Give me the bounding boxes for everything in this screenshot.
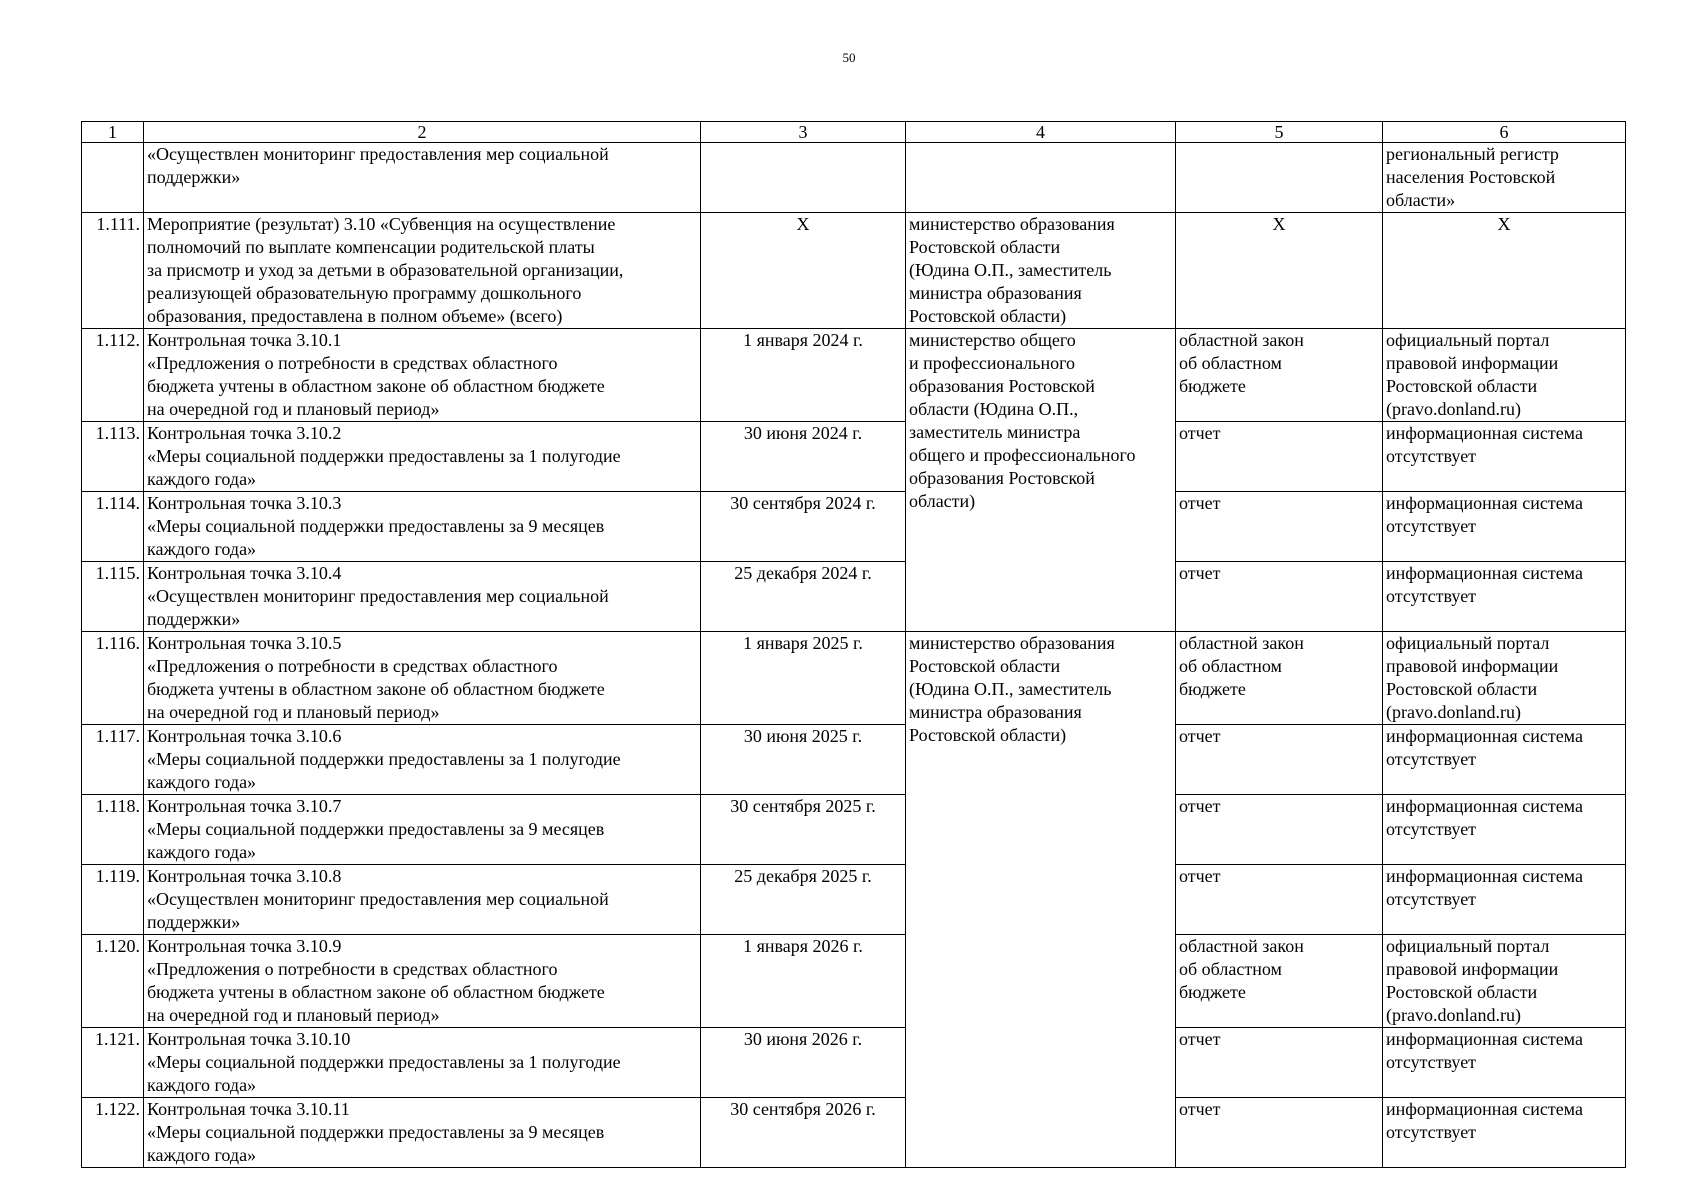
row-number-cell: 1.122. — [82, 1098, 144, 1168]
activities-table — [81, 121, 1626, 1168]
cell-line: каждого года» — [147, 1075, 257, 1095]
cell-line: Контрольная точка 3.10.10 — [147, 1029, 351, 1049]
cell-line: полномочий по выплате компенсации родительской платы — [147, 237, 595, 257]
row-source-cell — [1383, 1028, 1626, 1098]
cell-line: Контрольная точка 3.10.8 — [147, 866, 342, 886]
cell-line: Контрольная точка 3.10.6 — [147, 726, 342, 746]
cell-line: каждого года» — [147, 1145, 257, 1165]
row-number-cell: 1.113. — [82, 422, 144, 492]
cell-line: (pravo.donland.ru) — [1386, 399, 1521, 419]
cell-line: «Меры социальной поддержки предоставлены за 9 месяцев — [147, 819, 605, 839]
table-row — [82, 935, 1626, 1028]
cell-line: заместитель министра — [909, 422, 1081, 442]
cell-line: областной закон — [1179, 936, 1304, 956]
table-header-row — [82, 122, 1626, 143]
cell-line: «Осуществлен мониторинг предоставления мер социальной — [147, 586, 609, 606]
cell-line: поддержки» — [147, 609, 241, 629]
row-date-cell: 30 июня 2025 г. — [701, 725, 906, 795]
cell-line: правовой информации — [1386, 959, 1559, 979]
cell-line: официальный портал — [1386, 330, 1550, 350]
column-header: 1 — [82, 122, 144, 143]
column-header: 5 — [1176, 122, 1383, 143]
cell-line: (pravo.donland.ru) — [1386, 702, 1521, 722]
table-row — [82, 632, 1626, 725]
cell-line: региональный регистр — [1386, 144, 1559, 164]
cell-line: отсутствует — [1386, 889, 1477, 909]
table-row — [82, 865, 1626, 935]
cell-line: правовой информации — [1386, 353, 1559, 373]
cell-line: бюджета учтены в областном законе об областном бюджете — [147, 982, 605, 1002]
cell-line: области» — [1386, 190, 1456, 210]
cell-line: Контрольная точка 3.10.9 — [147, 936, 342, 956]
row-date-cell: 1 января 2024 г. — [701, 329, 906, 422]
responsible-group-cell — [906, 632, 1176, 1168]
cell-line: информационная система — [1386, 1029, 1583, 1049]
row-name-cell — [144, 1028, 701, 1098]
row-source-cell — [1383, 562, 1626, 632]
cell-line: отчет — [1179, 1099, 1221, 1119]
row-source-cell — [1383, 1098, 1626, 1168]
cell-line: области) — [909, 491, 976, 511]
cell-line: отчет — [1179, 1029, 1221, 1049]
cell-line: об областном — [1179, 656, 1282, 676]
cell-line: области (Юдина О.П., — [909, 399, 1079, 419]
row-document-cell — [1176, 562, 1383, 632]
cell-line: и профессионального — [909, 353, 1076, 373]
row-number-cell: 1.114. — [82, 492, 144, 562]
row-source-cell — [1383, 865, 1626, 935]
table-row — [82, 795, 1626, 865]
cell-line: Контрольная точка 3.10.11 — [147, 1099, 350, 1119]
row-date-cell: 25 декабря 2025 г. — [701, 865, 906, 935]
cell-line: бюджете — [1179, 982, 1246, 1002]
cell-line: «Меры социальной поддержки предоставлены за 9 месяцев — [147, 516, 605, 536]
cell-line: «Осуществлен мониторинг предоставления мер социальной — [147, 889, 609, 909]
row-name-cell — [144, 795, 701, 865]
cell-line: поддержки» — [147, 167, 241, 187]
cell-line: отсутствует — [1386, 446, 1477, 466]
table-row — [82, 1028, 1626, 1098]
cell-line: на очередной год и плановый период» — [147, 702, 440, 722]
cell-line: отсутствует — [1386, 819, 1477, 839]
cell-line: информационная система — [1386, 423, 1583, 443]
cell-line: бюджете — [1179, 679, 1246, 699]
row-source-cell — [1383, 329, 1626, 422]
row-number-cell: 1.119. — [82, 865, 144, 935]
table-row — [82, 422, 1626, 492]
cell-line: каждого года» — [147, 842, 257, 862]
responsible-group-cell — [906, 329, 1176, 632]
cell-line: Контрольная точка 3.10.1 — [147, 330, 342, 350]
table-row — [82, 1098, 1626, 1168]
cell-line: информационная система — [1386, 493, 1583, 513]
cell-line: Контрольная точка 3.10.4 — [147, 563, 342, 583]
cell-line: «Меры социальной поддержки предоставлены за 1 полугодие — [147, 1052, 621, 1072]
cell-line: реализующей образовательную программу дошкольного — [147, 283, 582, 303]
column-header: 3 — [701, 122, 906, 143]
cell-line: правовой информации — [1386, 656, 1559, 676]
cell-line: на очередной год и плановый период» — [147, 1005, 440, 1025]
cell-line: каждого года» — [147, 539, 257, 559]
cell-line: отчет — [1179, 866, 1221, 886]
cell-line: министерство общего — [909, 330, 1076, 350]
row-name-cell — [144, 422, 701, 492]
row-document-cell — [1176, 1098, 1383, 1168]
row-source-cell — [1383, 935, 1626, 1028]
cell-line: «Предложения о потребности в средствах областного — [147, 353, 558, 373]
cell-line: министерство образования — [909, 633, 1115, 653]
cell-line: Ростовской области — [909, 656, 1061, 676]
cell-line: Ростовской области) — [909, 306, 1067, 326]
cell-line: областной закон — [1179, 633, 1304, 653]
cell-line: областной закон — [1179, 330, 1304, 350]
cell-line: «Меры социальной поддержки предоставлены за 1 полугодие — [147, 749, 621, 769]
row-date-cell: 1 января 2025 г. — [701, 632, 906, 725]
cell-line: Мероприятие (результат) 3.10 «Субвенция на осуществление — [147, 214, 616, 234]
column-header: 4 — [906, 122, 1176, 143]
cell-line: (pravo.donland.ru) — [1386, 1005, 1521, 1025]
cell-line: отчет — [1179, 563, 1221, 583]
row-date-cell: 30 сентября 2026 г. — [701, 1098, 906, 1168]
row-responsible-cell — [906, 213, 1176, 329]
row-document-cell — [1176, 143, 1383, 213]
row-document-cell: Х — [1176, 213, 1383, 329]
cell-line: отсутствует — [1386, 516, 1477, 536]
cell-line: Ростовской области — [1386, 982, 1538, 1002]
row-document-cell — [1176, 329, 1383, 422]
row-document-cell — [1176, 795, 1383, 865]
cell-line: отчет — [1179, 423, 1221, 443]
row-date-cell: Х — [701, 213, 906, 329]
cell-line: министра образования — [909, 283, 1082, 303]
row-document-cell — [1176, 725, 1383, 795]
row-source-cell — [1383, 795, 1626, 865]
cell-line: Ростовской области — [909, 237, 1061, 257]
cell-line: информационная система — [1386, 796, 1583, 816]
cell-line: министерство образования — [909, 214, 1115, 234]
cell-line: отсутствует — [1386, 1052, 1477, 1072]
cell-line: (Юдина О.П., заместитель — [909, 679, 1112, 699]
cell-line: каждого года» — [147, 469, 257, 489]
table-row — [82, 725, 1626, 795]
column-header: 6 — [1383, 122, 1626, 143]
table-row — [82, 329, 1626, 422]
cell-line: Контрольная точка 3.10.5 — [147, 633, 342, 653]
cell-line: каждого года» — [147, 772, 257, 792]
row-date-cell: 1 января 2026 г. — [701, 935, 906, 1028]
row-date-cell: 30 июня 2026 г. — [701, 1028, 906, 1098]
row-name-cell — [144, 562, 701, 632]
row-document-cell — [1176, 865, 1383, 935]
row-source-cell — [1383, 632, 1626, 725]
cell-line: «Осуществлен мониторинг предоставления мер социальной — [147, 144, 609, 164]
cell-line: отсутствует — [1386, 586, 1477, 606]
cell-line: на очередной год и плановый период» — [147, 399, 440, 419]
row-number-cell: 1.120. — [82, 935, 144, 1028]
cell-line: Ростовской области) — [909, 725, 1067, 745]
row-date-cell: 30 сентября 2024 г. — [701, 492, 906, 562]
row-name-cell — [144, 492, 701, 562]
cell-line: министра образования — [909, 702, 1082, 722]
cell-line: образования, предоставлена в полном объеме» (всего) — [147, 306, 563, 326]
row-document-cell — [1176, 632, 1383, 725]
cell-line: информационная система — [1386, 726, 1583, 746]
cell-line: отчет — [1179, 726, 1221, 746]
cell-line: информационная система — [1386, 563, 1583, 583]
cell-line: отсутствует — [1386, 749, 1477, 769]
row-document-cell — [1176, 935, 1383, 1028]
cell-line: отсутствует — [1386, 1122, 1477, 1142]
cell-line: образования Ростовской — [909, 468, 1095, 488]
row-number-cell — [82, 143, 144, 213]
row-number-cell: 1.111. — [82, 213, 144, 329]
row-source-cell — [1383, 422, 1626, 492]
cell-line: официальный портал — [1386, 936, 1550, 956]
cell-line: «Меры социальной поддержки предоставлены за 1 полугодие — [147, 446, 621, 466]
cell-line: бюджета учтены в областном законе об областном бюджете — [147, 376, 605, 396]
row-date-cell: 30 июня 2024 г. — [701, 422, 906, 492]
cell-line: «Меры социальной поддержки предоставлены за 9 месяцев — [147, 1122, 605, 1142]
table-row — [82, 143, 1626, 213]
cell-line: Контрольная точка 3.10.7 — [147, 796, 342, 816]
table-row — [82, 562, 1626, 632]
cell-line: Контрольная точка 3.10.3 — [147, 493, 342, 513]
row-number-cell: 1.118. — [82, 795, 144, 865]
cell-line: бюджете — [1179, 376, 1246, 396]
row-source-cell: Х — [1383, 213, 1626, 329]
row-source-cell — [1383, 725, 1626, 795]
cell-line: образования Ростовской — [909, 376, 1095, 396]
row-name-cell — [144, 632, 701, 725]
row-responsible-cell — [906, 143, 1176, 213]
row-name-cell — [144, 725, 701, 795]
row-name-cell — [144, 1098, 701, 1168]
column-header: 2 — [144, 122, 701, 143]
cell-line: отчет — [1179, 493, 1221, 513]
row-document-cell — [1176, 1028, 1383, 1098]
table-row — [82, 492, 1626, 562]
row-source-cell — [1383, 492, 1626, 562]
cell-line: (Юдина О.П., заместитель — [909, 260, 1112, 280]
row-source-cell — [1383, 143, 1626, 213]
cell-line: бюджета учтены в областном законе об областном бюджете — [147, 679, 605, 699]
cell-line: отчет — [1179, 796, 1221, 816]
cell-line: «Предложения о потребности в средствах областного — [147, 959, 558, 979]
cell-line: общего и профессионального — [909, 445, 1136, 465]
row-name-cell — [144, 329, 701, 422]
cell-line: информационная система — [1386, 866, 1583, 886]
row-date-cell: 30 сентября 2025 г. — [701, 795, 906, 865]
cell-line: Ростовской области — [1386, 376, 1538, 396]
cell-line: «Предложения о потребности в средствах областного — [147, 656, 558, 676]
page-number: 50 — [842, 50, 856, 65]
table-row — [82, 213, 1626, 329]
cell-line: населения Ростовской — [1386, 167, 1556, 187]
row-date-cell: 25 декабря 2024 г. — [701, 562, 906, 632]
cell-line: Ростовской области — [1386, 679, 1538, 699]
cell-line: поддержки» — [147, 912, 241, 932]
row-name-cell — [144, 865, 701, 935]
row-date-cell — [701, 143, 906, 213]
cell-line: информационная система — [1386, 1099, 1583, 1119]
row-name-cell — [144, 143, 701, 213]
row-number-cell: 1.116. — [82, 632, 144, 725]
cell-line: об областном — [1179, 959, 1282, 979]
cell-line: за присмотр и уход за детьми в образовательной организации, — [147, 260, 624, 280]
row-number-cell: 1.121. — [82, 1028, 144, 1098]
row-number-cell: 1.117. — [82, 725, 144, 795]
row-name-cell — [144, 213, 701, 329]
row-number-cell: 1.115. — [82, 562, 144, 632]
cell-line: Контрольная точка 3.10.2 — [147, 423, 342, 443]
row-document-cell — [1176, 422, 1383, 492]
cell-line: об областном — [1179, 353, 1282, 373]
cell-line: официальный портал — [1386, 633, 1550, 653]
row-number-cell: 1.112. — [82, 329, 144, 422]
row-document-cell — [1176, 492, 1383, 562]
row-name-cell — [144, 935, 701, 1028]
